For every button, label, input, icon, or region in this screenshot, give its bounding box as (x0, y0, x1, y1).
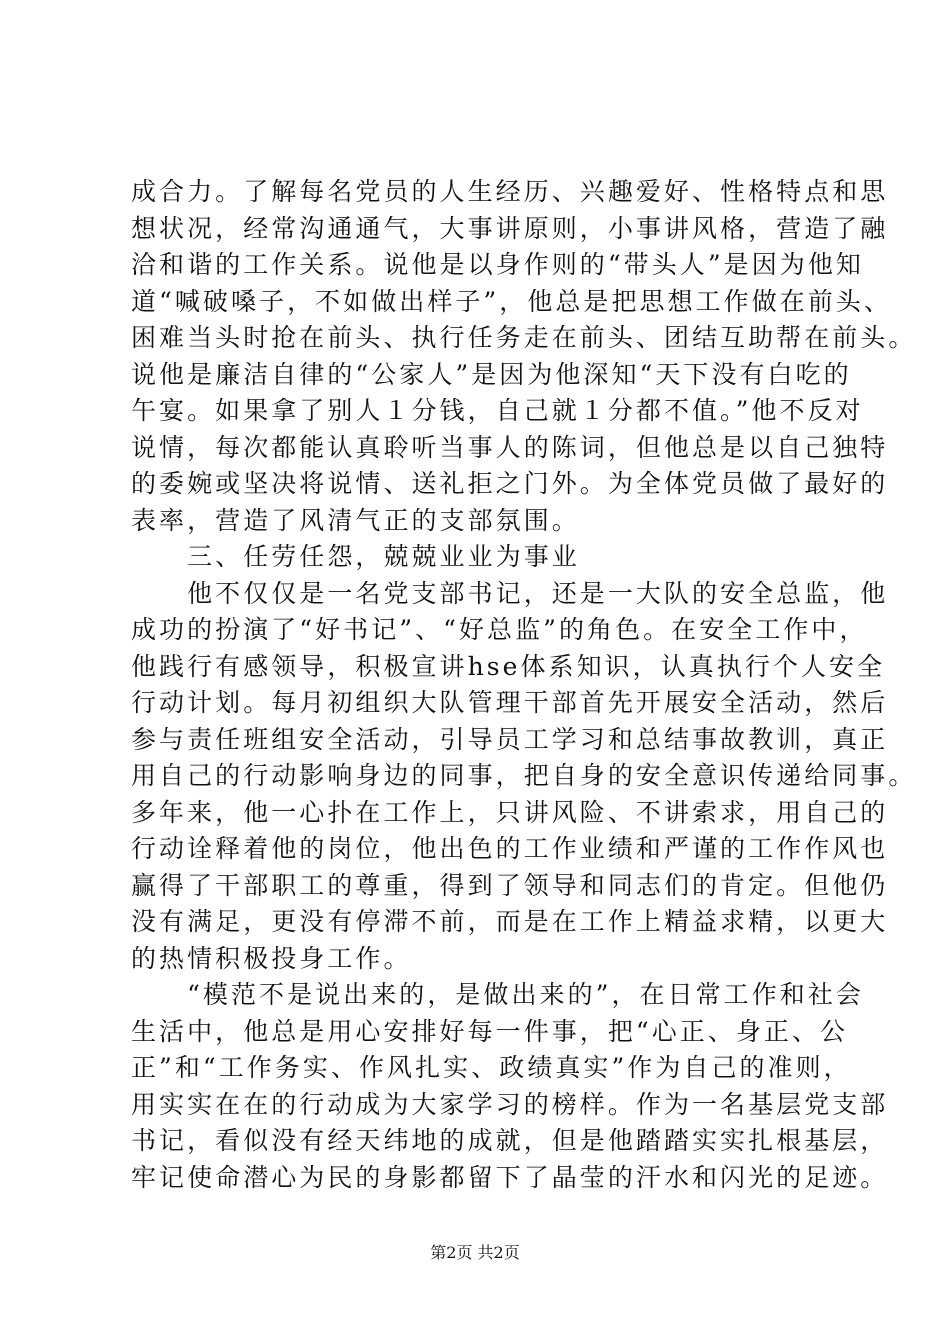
text-line: 的委婉或坚决将说情、送礼拒之门外。为全体党员做了最好的 (131, 469, 889, 498)
text-line: 说他是廉洁自律的“公家人”是因为他深知“天下没有白吃的 (131, 359, 852, 389)
text-line: 正”和“工作务实、作风扎实、政绩真实”作为自己的准则， (131, 1053, 852, 1082)
text-line: 困难当头时抢在前头、执行任务走在前头、团结互助帮在前头。 (131, 323, 917, 352)
text-line: 道“喊破嗓子，不如做出样子”，他总是把思想工作做在前头、 (131, 286, 892, 316)
text-line: 参与责任班组安全活动，引导员工学习和总结事故教训，真正 (131, 724, 889, 754)
text-line: 午宴。如果拿了别人１分钱，自己就１分都不值。”他不反对 (131, 396, 864, 425)
text-line: 用自己的行动影响身边的同事，把自身的安全意识传递给同事。 (131, 761, 917, 790)
text-line: 牢记使命潜心为民的身影都留下了晶莹的汗水和闪光的足迹。 (131, 1162, 889, 1192)
text-line: 他践行有感领导，积极宣讲hse体系知识，认真执行个人安全 (131, 651, 886, 681)
text-line: 洽和谐的工作关系。说他是以身作则的“带头人”是因为他知 (131, 250, 864, 279)
text-line: 表率，营造了风清气正的支部氛围。 (131, 505, 580, 535)
page-number-footer: 第2页 共2页 (430, 1243, 520, 1262)
text-line: 行动计划。每月初组织大队管理干部首先开展安全活动，然后 (131, 688, 889, 717)
text-line: 多年来，他一心扑在工作上，只讲风险、不讲索求，用自己的 (131, 797, 889, 827)
text-line: 的热情积极投身工作。 (131, 943, 412, 973)
text-line: 三、任劳任怨，兢兢业业为事业 (131, 542, 580, 571)
text-line: “模范不是说出来的，是做出来的”，在日常工作和社会 (131, 980, 864, 1009)
text-line: 行动诠释着他的岗位，他出色的工作业绩和严谨的工作作风也 (131, 834, 889, 863)
text-line: 他不仅仅是一名党支部书记，还是一大队的安全总监，他 (131, 578, 889, 608)
text-line: 成功的扮演了“好书记”、“好总监”的角色。在安全工作中， (131, 615, 868, 644)
text-line: 想状况，经常沟通通气，大事讲原则，小事讲风格，营造了融 (131, 213, 889, 243)
text-line: 成合力。了解每名党员的人生经历、兴趣爱好、性格特点和思 (131, 177, 889, 206)
text-line: 书记，看似没有经天纬地的成就，但是他踏踏实实扎根基层， (131, 1126, 889, 1155)
text-line: 说情，每次都能认真聆听当事人的陈词，但他总是以自己独特 (131, 432, 889, 462)
body-text (131, 174, 917, 1196)
text-line: 生活中，他总是用心安排好每一件事，把“心正、身正、公 (131, 1016, 849, 1046)
text-line: 赢得了干部职工的尊重，得到了领导和同志们的肯定。但他仍 (131, 870, 889, 900)
text-line: 没有满足，更没有停滞不前，而是在工作上精益求精，以更大 (131, 907, 889, 936)
text-line: 用实实在在的行动成为大家学习的榜样。作为一名基层党支部 (131, 1089, 889, 1119)
